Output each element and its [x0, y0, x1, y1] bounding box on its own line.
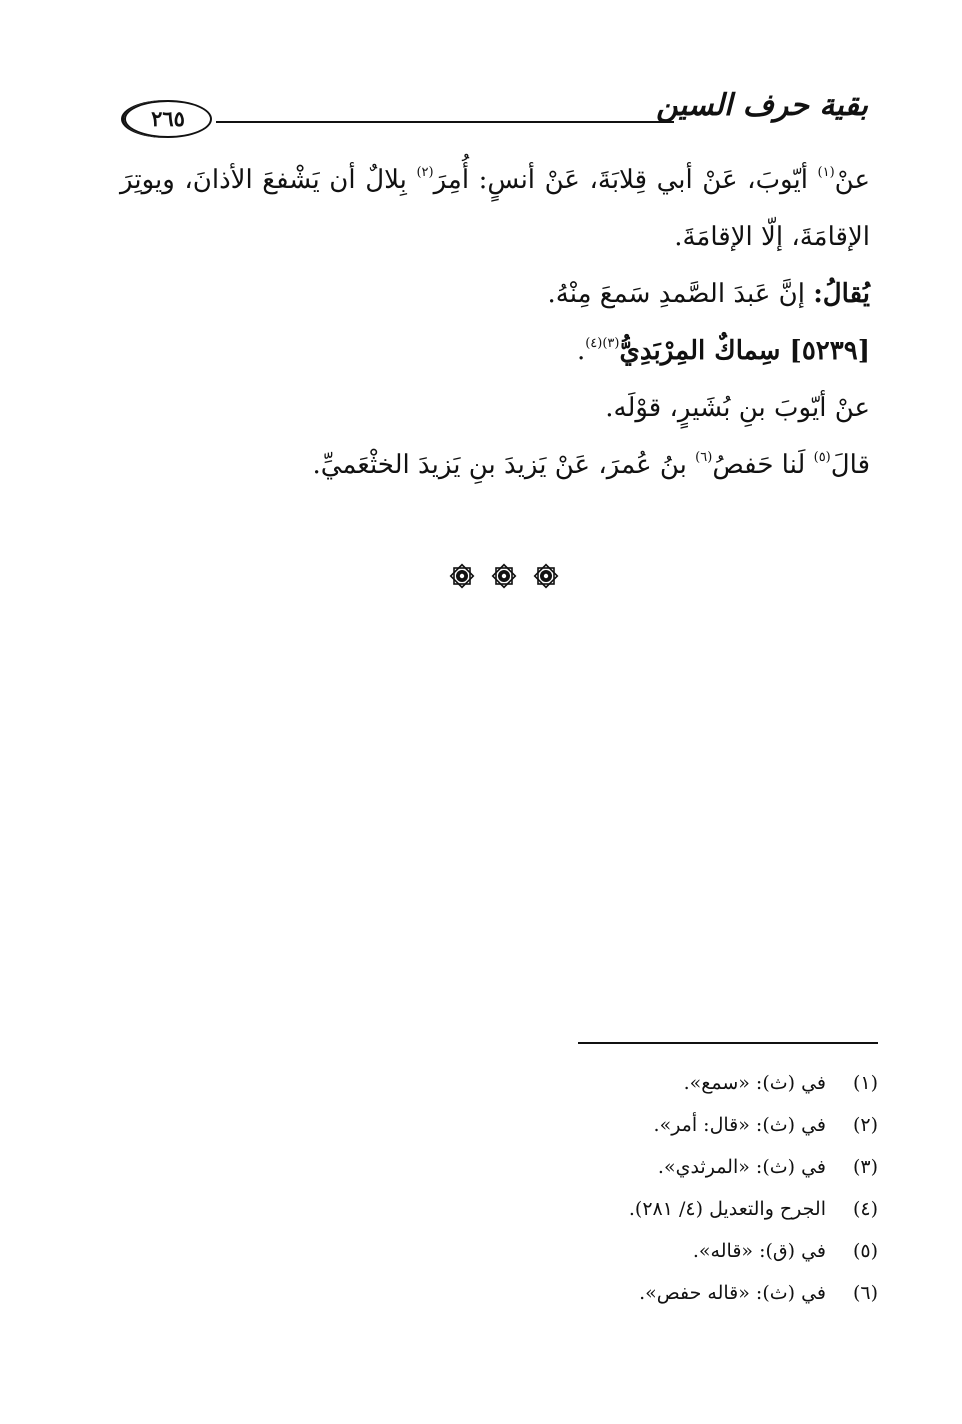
- text-fragment: أيّوبَ، عَنْ أبي قِلابَةَ، عَنْ أنسٍ: أُمِرَ: [433, 165, 818, 195]
- text-fragment: بِلالٌ أن يَشْفعَ الأذانَ، ويوتِرَ: [120, 165, 417, 195]
- text-fragment: لَنا حَفصُ: [712, 450, 814, 480]
- text-line-4: [120, 323, 870, 380]
- footnote-5: [400, 1230, 878, 1272]
- text-fragment: بنُ عُمرَ، عَنْ يَزيدَ بنِ يَزيدَ الخثْعَميِّ.: [312, 450, 696, 480]
- text-line-5: عنْ أيّوبَ بنِ بُشَيرٍ، قوْلَه.: [605, 393, 870, 423]
- footnote-number: (١): [852, 1072, 878, 1094]
- said-label: يُقالُ:: [813, 279, 870, 309]
- footnote-number: (٦): [852, 1282, 878, 1304]
- footnote-ref-2[interactable]: (٢): [416, 165, 434, 180]
- text-fragment: .: [576, 336, 586, 366]
- footnote-ref-5[interactable]: (٥): [813, 450, 831, 465]
- footnote-text: في (ث): «المرثدي».: [657, 1156, 826, 1178]
- text-fragment: قالَ: [830, 450, 870, 480]
- footnote-ref-1[interactable]: (١): [817, 165, 835, 180]
- footnote-text: الجرح والتعديل (٤/ ٢٨١).: [628, 1198, 826, 1220]
- text-line-6: [120, 437, 870, 494]
- star-flower-icon: [532, 562, 560, 590]
- footnotes: [400, 1062, 878, 1314]
- footnote-4: [400, 1188, 878, 1230]
- footnote-text: في (ث): «قاله حفص».: [639, 1282, 826, 1304]
- footnote-6: [400, 1272, 878, 1314]
- star-flower-icon: [448, 562, 476, 590]
- text-line-2: الإقامَةَ، إلّا الإقامَةَ.: [674, 222, 870, 252]
- footnote-number: (٢): [852, 1114, 878, 1136]
- footnote-ref-3[interactable]: (٣): [602, 336, 620, 351]
- main-text: [120, 152, 870, 494]
- footnote-number: (٣): [852, 1156, 878, 1178]
- footnote-text: في (ق): «قاله».: [692, 1240, 826, 1262]
- footnote-separator: [578, 1042, 878, 1044]
- footnote-3: [400, 1146, 878, 1188]
- page-number: ٢٦٥: [124, 100, 212, 138]
- header-rule: [216, 121, 674, 123]
- footnote-ref-4[interactable]: (٤): [585, 336, 603, 351]
- footnote-1: [400, 1062, 878, 1104]
- page-header: [124, 86, 868, 146]
- text-line-3: [120, 266, 870, 323]
- entry-heading: [٥٢٣٩] سِماكٌ المِرْبَدِيُّ: [619, 336, 870, 366]
- footnote-text: في (ث): «سمع».: [683, 1072, 826, 1094]
- footnote-number: (٥): [852, 1240, 878, 1262]
- text-line-1: [120, 152, 870, 209]
- star-flower-icon: [490, 562, 518, 590]
- running-title: بقية حرف السين: [656, 88, 868, 123]
- footnote-text: في (ث): «قال: أمر».: [653, 1114, 826, 1136]
- text-fragment: إنَّ عَبدَ الصَّمدِ سَمعَ مِنْهُ.: [547, 279, 814, 309]
- footnote-ref-6[interactable]: (٦): [695, 450, 713, 465]
- text-fragment: عنْ: [834, 165, 870, 195]
- section-ornament: [448, 562, 560, 590]
- footnote-number: (٤): [852, 1198, 878, 1220]
- footnote-2: [400, 1104, 878, 1146]
